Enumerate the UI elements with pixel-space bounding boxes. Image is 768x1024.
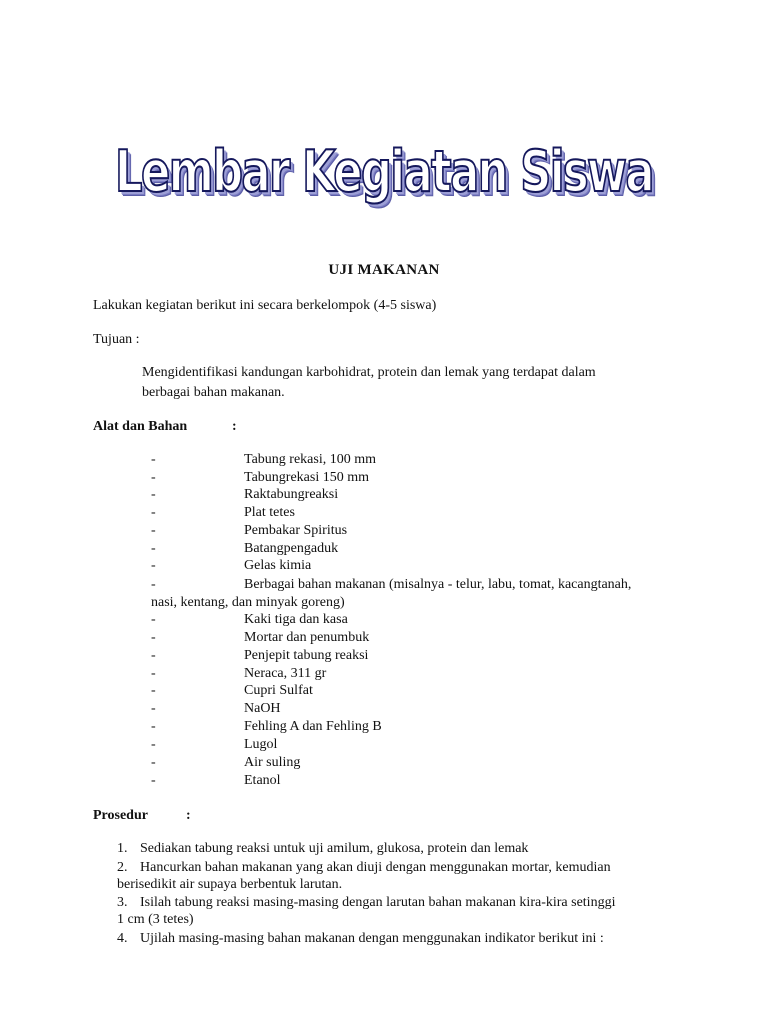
list-item-text: Penjepit tabung reaksi <box>244 648 369 663</box>
wordart-heading: Lembar Kegiatan Siswa <box>115 138 653 205</box>
list-dash: - <box>151 648 156 663</box>
prosedur-label: Prosedur <box>93 808 148 823</box>
list-dash: - <box>151 701 156 716</box>
list-dash: - <box>151 470 156 485</box>
list-dash: - <box>151 577 156 592</box>
list-item-text: NaOH <box>244 701 281 716</box>
step-text: Ujilah masing-masing bahan makanan dengan menggunakan indikator berikut ini : <box>140 931 604 946</box>
list-item-text: Fehling A dan Fehling B <box>244 719 382 734</box>
list-dash: - <box>151 666 156 681</box>
list-item-text: Batangpengaduk <box>244 541 339 556</box>
step-text-continuation: berisedikit air supaya berbentuk larutan. <box>117 877 343 892</box>
list-dash: - <box>151 719 156 734</box>
step-number: 4. <box>117 931 128 946</box>
list-item-text: Gelas kimia <box>244 558 312 573</box>
tujuan-label: Tujuan : <box>93 332 140 347</box>
step-number: 2. <box>117 860 128 875</box>
list-dash: - <box>151 755 156 770</box>
list-item-text: Etanol <box>244 773 281 788</box>
intro-text: Lakukan kegiatan berikut ini secara berkelompok (4-5 siswa) <box>93 298 437 313</box>
list-item <box>151 558 711 576</box>
list-item <box>151 452 711 470</box>
list-item <box>151 505 711 523</box>
list-dash: - <box>151 612 156 627</box>
list-dash: - <box>151 683 156 698</box>
list-dash: - <box>151 505 156 520</box>
step-number: 3. <box>117 895 128 910</box>
list-item <box>151 523 711 541</box>
alat-colon: : <box>232 419 237 434</box>
list-item-text: Tabung rekasi, 100 mm <box>244 452 376 467</box>
list-item-text: Tabungrekasi 150 mm <box>244 470 369 485</box>
document-title: UJI MAKANAN <box>328 262 440 278</box>
tujuan-text-line-1: Mengidentifikasi kandungan karbohidrat, protein dan lemak yang terdapat dalam <box>142 365 596 380</box>
list-dash: - <box>151 452 156 467</box>
list-dash: - <box>151 773 156 788</box>
list-item <box>151 541 711 559</box>
step-number: 1. <box>117 841 128 856</box>
list-item <box>151 719 711 737</box>
list-item <box>151 755 711 773</box>
list-item-continuation: nasi, kentang, dan minyak goreng) <box>151 595 345 610</box>
list-item-text: Neraca, 311 gr <box>244 666 327 681</box>
list-item-text: Cupri Sulfat <box>244 683 313 698</box>
list-dash: - <box>151 558 156 573</box>
list-item-text: Mortar dan penumbuk <box>244 630 370 645</box>
list-item-text: Berbagai bahan makanan (misalnya - telur, labu, tomat, kacangtanah, <box>244 577 632 592</box>
list-item <box>151 612 711 630</box>
list-item <box>151 630 711 648</box>
step-text: Hancurkan bahan makanan yang akan diuji dengan menggunakan mortar, kemudian <box>140 860 611 875</box>
list-item <box>151 577 711 595</box>
prosedur-colon: : <box>186 808 191 823</box>
list-item <box>151 683 711 701</box>
list-item <box>151 648 711 666</box>
step-text: Isilah tabung reaksi masing-masing dengan larutan bahan makanan kira-kira setinggi <box>140 895 616 910</box>
list-item <box>151 773 711 791</box>
list-dash: - <box>151 487 156 502</box>
list-dash: - <box>151 630 156 645</box>
list-item-text: Air suling <box>244 755 301 770</box>
step-text: Sediakan tabung reaksi untuk uji amilum, glukosa, protein dan lemak <box>140 841 529 856</box>
step-text-continuation: 1 cm (3 tetes) <box>117 912 194 927</box>
list-item-text: Kaki tiga dan kasa <box>244 612 348 627</box>
list-item <box>151 470 711 488</box>
list-item <box>151 666 711 684</box>
list-dash: - <box>151 541 156 556</box>
list-item-text: Plat tetes <box>244 505 295 520</box>
list-dash: - <box>151 737 156 752</box>
list-item-text: Pembakar Spiritus <box>244 523 348 538</box>
alat-label: Alat dan Bahan <box>93 419 188 434</box>
list-item <box>151 701 711 719</box>
list-item-text: Raktabungreaksi <box>244 487 339 502</box>
list-dash: - <box>151 523 156 538</box>
list-item <box>151 737 711 755</box>
list-item <box>151 487 711 505</box>
list-item-text: Lugol <box>244 737 278 752</box>
tujuan-text-line-2: berbagai bahan makanan. <box>142 385 285 400</box>
